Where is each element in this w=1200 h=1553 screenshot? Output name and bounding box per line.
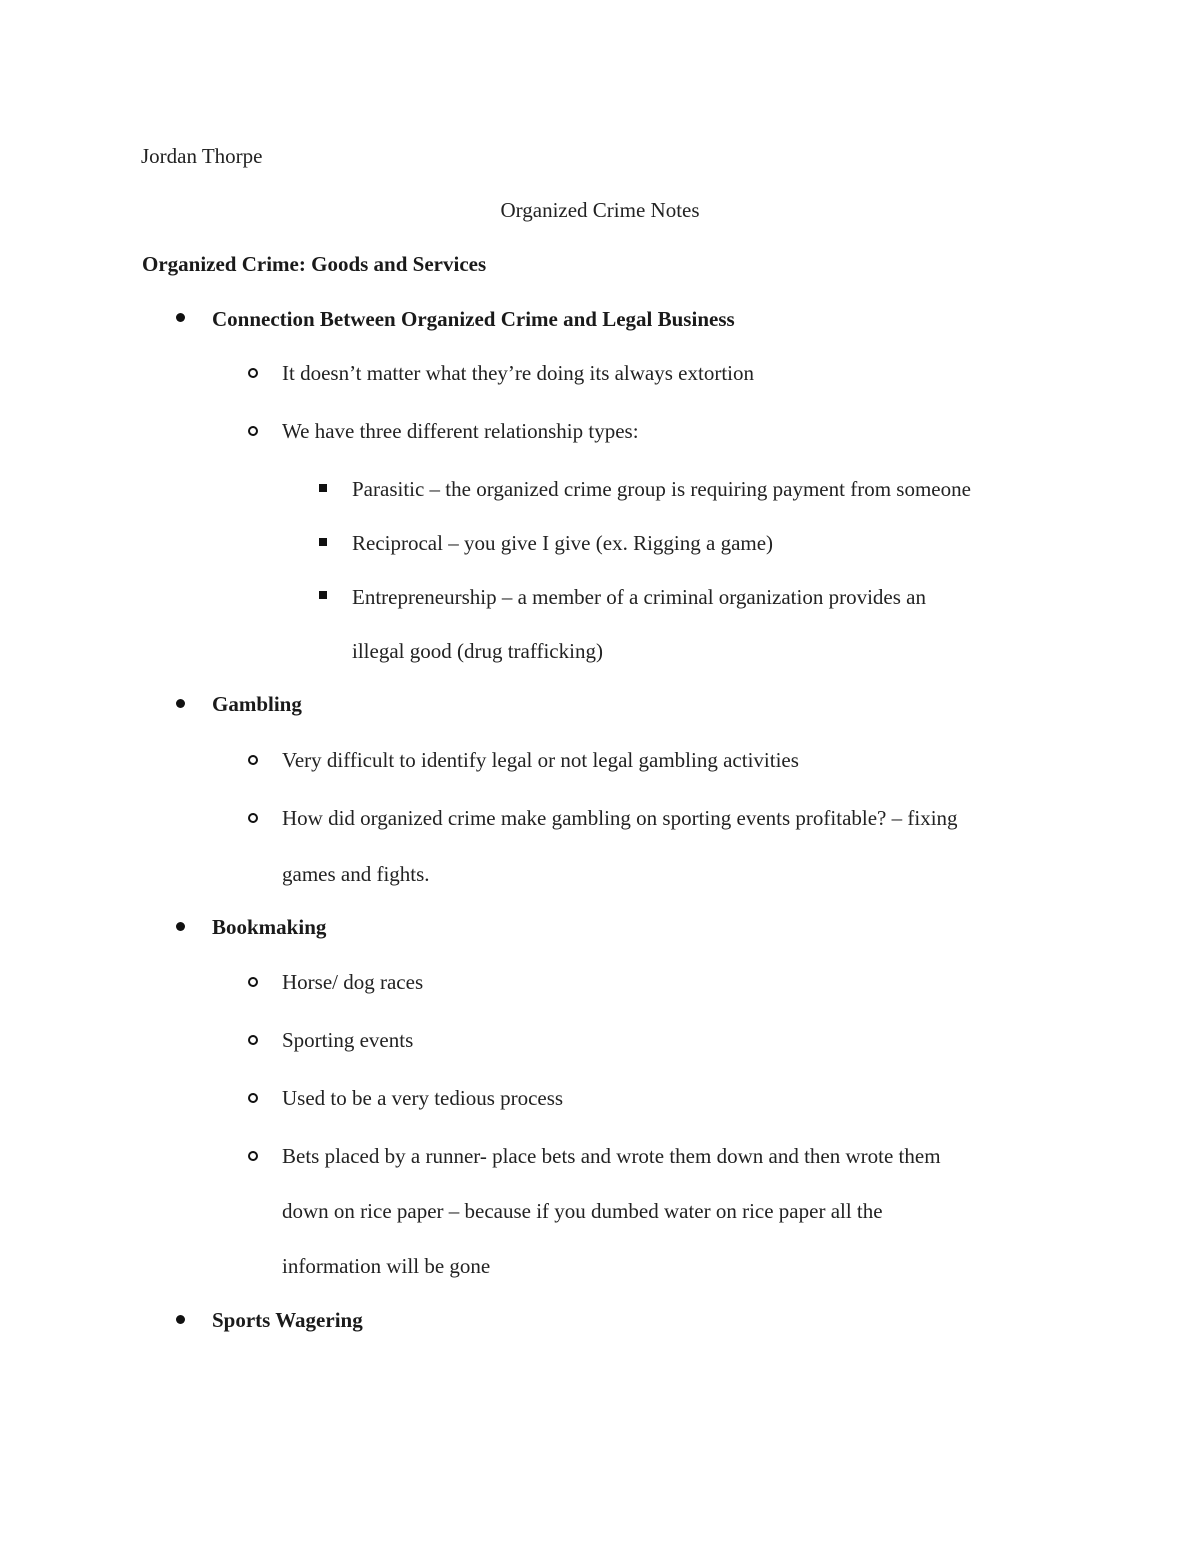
circle-bullet-icon xyxy=(248,755,258,765)
circle-bullet-icon xyxy=(248,368,258,378)
section-heading: Organized Crime: Goods and Services xyxy=(142,252,487,276)
list-item: It doesn’t matter what they’re doing its always extortion xyxy=(282,361,754,385)
section-label-bookmaking: Bookmaking xyxy=(212,915,327,939)
list-item: How did organized crime make gambling on sporting events profitable? – fixing xyxy=(282,806,958,830)
list-item: Sporting events xyxy=(282,1028,414,1052)
list-item: Horse/ dog races xyxy=(282,970,424,994)
circle-bullet-icon xyxy=(248,977,258,987)
list-item: Reciprocal – you give I give (ex. Rigging a game) xyxy=(352,531,774,555)
square-bullet-icon xyxy=(319,538,327,546)
list-item-continuation: illegal good (drug trafficking) xyxy=(352,639,603,663)
bullet-icon xyxy=(176,922,185,931)
section-label-sports-wagering: Sports Wagering xyxy=(212,1308,363,1332)
list-item: We have three different relationship types: xyxy=(282,419,639,443)
author-name: Jordan Thorpe xyxy=(141,144,263,168)
document-title: Organized Crime Notes xyxy=(500,198,700,222)
circle-bullet-icon xyxy=(248,426,258,436)
square-bullet-icon xyxy=(319,591,327,599)
circle-bullet-icon xyxy=(248,813,258,823)
circle-bullet-icon xyxy=(248,1093,258,1103)
bullet-icon xyxy=(176,1315,185,1324)
list-item: Entrepreneurship – a member of a criminal organization provides an xyxy=(352,585,926,609)
list-item: Very difficult to identify legal or not legal gambling activities xyxy=(282,748,799,772)
list-item-continuation: information will be gone xyxy=(282,1254,491,1278)
section-label-connection: Connection Between Organized Crime and Legal Business xyxy=(212,307,735,331)
bullet-icon xyxy=(176,699,185,708)
list-item: Used to be a very tedious process xyxy=(282,1086,564,1110)
circle-bullet-icon xyxy=(248,1035,258,1045)
circle-bullet-icon xyxy=(248,1151,258,1161)
bullet-icon xyxy=(176,313,185,322)
list-item-continuation: down on rice paper – because if you dumbed water on rice paper all the xyxy=(282,1199,883,1223)
list-item: Parasitic – the organized crime group is requiring payment from someone xyxy=(352,477,971,501)
square-bullet-icon xyxy=(319,484,327,492)
section-label-gambling: Gambling xyxy=(212,692,302,716)
list-item-continuation: games and fights. xyxy=(282,862,430,886)
list-item: Bets placed by a runner- place bets and wrote them down and then wrote them xyxy=(282,1144,941,1168)
